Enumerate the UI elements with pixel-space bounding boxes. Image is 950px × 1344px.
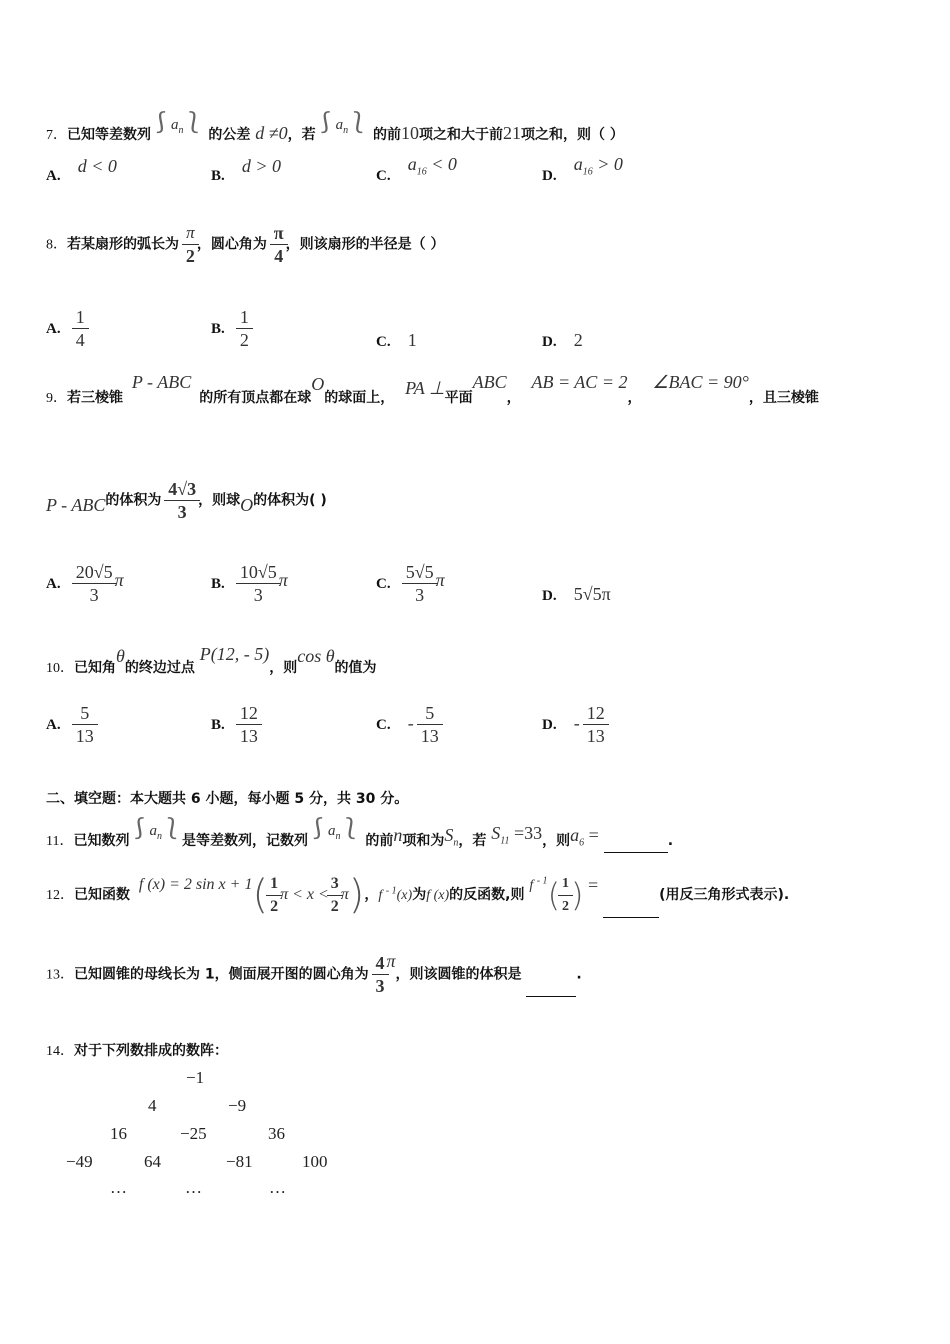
q13-answer-blank[interactable] <box>526 996 576 997</box>
q12-function: f (x) = 2 sin x + 1 <box>138 876 253 893</box>
q8-option-d[interactable]: D. 2 <box>542 330 583 350</box>
q7-option-b[interactable]: B. d > 0 <box>211 156 282 184</box>
q10-option-b[interactable]: B. $\frac{12}{13}$ <box>211 702 260 747</box>
q9-line-2: P - ABC的体积为 $\frac{4√3}{3}$ ，则球O的体积为( ) <box>46 479 327 522</box>
triangle-cell: 64 <box>144 1152 161 1171</box>
triangle-cell: 16 <box>110 1124 127 1143</box>
q8-central-angle: $\frac{\pi}{4}$ <box>272 222 286 267</box>
triangle-cell: −81 <box>226 1152 253 1171</box>
q10-point: P(12, - 5) <box>199 644 270 664</box>
q8-arc-length: $\frac{\pi}{2}$ <box>184 222 197 267</box>
q7-common-difference: d ≠0 <box>255 123 288 143</box>
q9-option-a[interactable]: A. $\frac{20√5}{3}$ π <box>46 562 124 605</box>
q7-option-d[interactable]: D. $a_{16} > 0$ <box>542 154 623 184</box>
q7-option-a[interactable]: A. d < 0 <box>46 156 117 184</box>
q8-option-a[interactable]: A. $\frac{1}{4}$ <box>46 306 87 351</box>
triangle-cell: −9 <box>228 1096 247 1115</box>
q12-line: 12．已知函数 f (x) = 2 sin x + 1( $\frac{1}{2}$ π < x < $\frac{3}{2}$ π)，f $^{- 1}$(x)为f (x)的反函数,则 f $^{- 1}$( $\frac{1}{2}$ ) = (用反三角形式表示). <box>46 872 790 918</box>
q9-line-1: 9．若三棱锥 P - ABC的所有顶点都在球O的球面上， PA ⊥平面ABC， AB = AC = 2， ∠BAC = 90°，且三棱锥 <box>46 372 819 406</box>
q14-line: 14．对于下列数排成的数阵： <box>46 1043 228 1059</box>
q12-answer-blank[interactable] <box>603 917 659 918</box>
q9-pyramid: P - ABC <box>131 372 192 392</box>
q11-line: 11．已知数列$⎰a_n⎱$是等差数列，记数列$⎰a_n⎱$ 的前n项和为$S_n$，若 $S_{11} =33$，则$a_6$ = . <box>46 822 673 853</box>
q7-line: 7．已知等差数列$⎰a_n⎱$ 的公差 d ≠0，若$⎰a_n⎱$ 的前10项之和大于前21项之和，则（ ） <box>46 112 624 143</box>
q10-option-c[interactable]: C. - $\frac{5}{13}$ <box>376 702 441 747</box>
triangle-cell: 36 <box>268 1124 285 1143</box>
triangle-ellipsis: … <box>185 1178 202 1197</box>
triangle-cell: −49 <box>66 1152 93 1171</box>
triangle-cell: −1 <box>186 1068 205 1087</box>
triangle-cell: −25 <box>180 1124 207 1143</box>
triangle-ellipsis: … <box>269 1178 286 1197</box>
q7-option-c[interactable]: C. $a_{16} < 0$ <box>376 154 457 184</box>
q13-line: 13．已知圆锥的母线长为 1，侧面展开图的圆心角为 $\frac{4}{3}$ π，则该圆锥的体积是 . <box>46 950 582 996</box>
q10-line: 10．已知角θ的终边过点 P(12, - 5)，则cos θ的值为 <box>46 644 377 676</box>
q11-answer-blank[interactable] <box>604 852 668 853</box>
section-heading: 二、填空题：本大题共 6 小题，每小题 5 分，共 30 分。 <box>46 791 409 807</box>
q9-option-c[interactable]: C. $\frac{5√5}{3}$ π <box>376 562 445 605</box>
triangle-cell: 100 <box>302 1152 328 1171</box>
q7-sequence: $a_n$ <box>171 117 184 136</box>
q7-number: 7． <box>46 128 67 143</box>
q13-central-angle: $\frac{4}{3}$ <box>374 952 387 997</box>
q7-text: 已知等差数列 <box>67 127 151 143</box>
q9-option-d[interactable]: D. 5√5π <box>542 584 611 604</box>
q9-option-b[interactable]: B. $\frac{10√5}{3}$ π <box>211 562 288 605</box>
q10-option-d[interactable]: D. - $\frac{12}{13}$ <box>542 702 607 747</box>
q9-volume: $\frac{4√3}{3}$ <box>166 478 198 523</box>
q10-option-a[interactable]: A. $\frac{5}{13}$ <box>46 702 96 747</box>
triangle-ellipsis: … <box>110 1178 127 1197</box>
triangle-cell: 4 <box>148 1096 157 1115</box>
q8-option-b[interactable]: B. $\frac{1}{2}$ <box>211 306 251 351</box>
q8-line: 8．若某扇形的弧长为 $\frac{\pi}{2}$ ，圆心角为 $\frac{\pi}{4}$ ，则该扇形的半径是（ ） <box>46 223 445 266</box>
q8-option-c[interactable]: C. 1 <box>376 330 417 350</box>
